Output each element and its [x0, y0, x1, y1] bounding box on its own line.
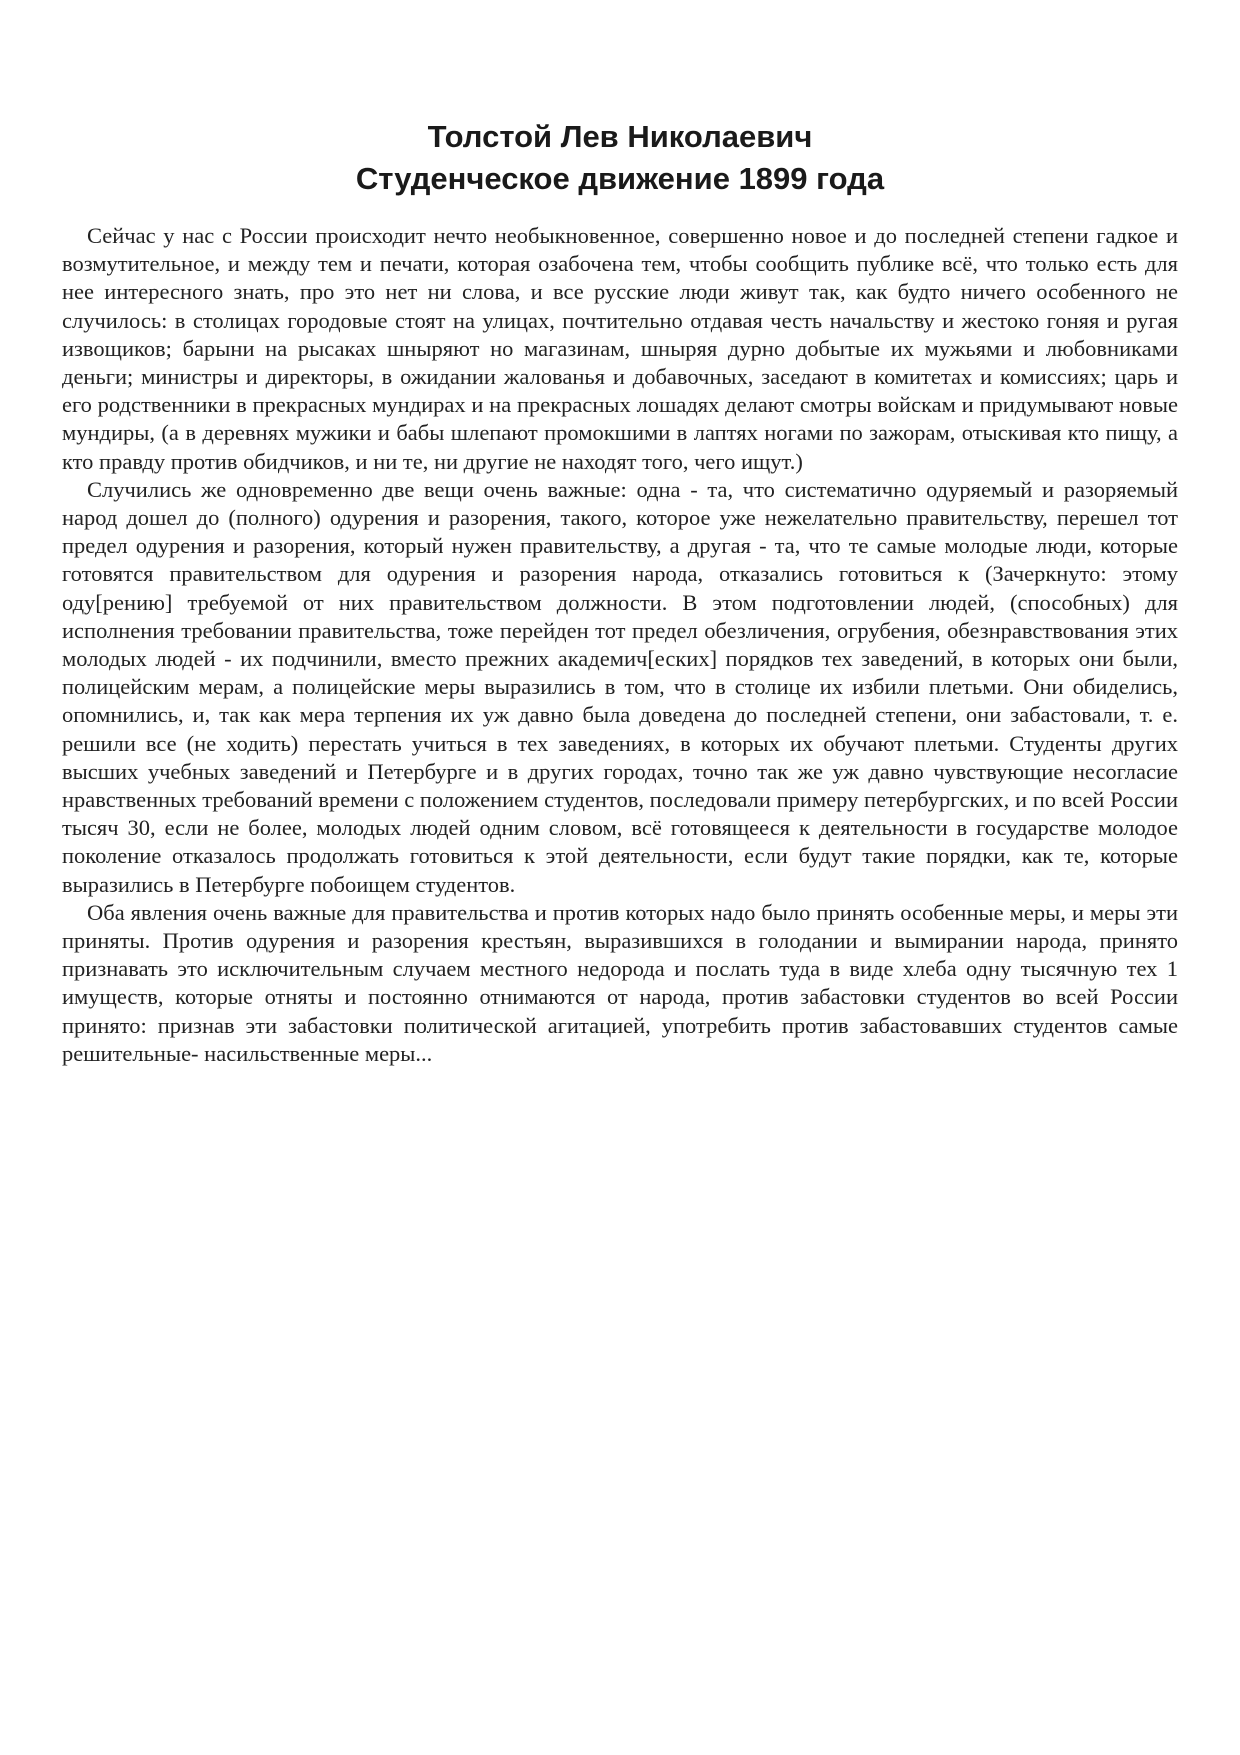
document-body: [62, 222, 1178, 1068]
paragraph-3: Оба явления очень важные для правительства и против которых надо было принять особенные меры, и меры эти приняты. Против одурения и разорения крестьян, выразившихся в голодании и вымирании народа, принято признавать это исключительным случаем местного недорода и послать туда в виде хлеба одну тысячную тех 1 имуществ, которые отняты и постоянно отнимаются от народа, против забастовки студентов во всей России принято: признав эти забастовки политической агитацией, употребить против забастовавших студентов самые решительные- насильственные меры...: [62, 899, 1178, 1066]
document-header: [0, 116, 1240, 200]
author-name: Толстой Лев Николаевич: [427, 119, 813, 154]
paragraph-1: Сейчас у нас с России происходит нечто необыкновенное, совершенно новое и до последней степени гадкое и возмутительное, и между тем и печати, которая озабочена тем, чтобы сообщить публике всё, что только есть для нее интересного знать, про это нет ни слова, и все русские люди живут так, как будто ничего особенного не случилось: в столицах городовые стоят на улицах, почтительно отдавая честь начальству и жестоко гоняя и ругая извощиков; барыни на рысаках шныряют но магазинам, шныряя дурно добытые их мужьями и любовниками деньги; министры и директоры, в ожидании жалованья и добавочных, заседают в комитетах и комиссиях; царь и его родственники в прекрасных мундирах и на прекрасных лошадях делают смотры войскам и придумывают новые мундиры, (а в деревнях мужики и бабы шлепают промокшими в лаптях ногами по зажорам, отыскивая кто пищу, а кто правду против обидчиков, и ни те, ни другие не находят того, чего ищут.): [62, 223, 1178, 474]
paragraph-2: Случились же одновременно две вещи очень важные: одна - та, что систематично одуряемый и разоряемый народ дошел до (полного) одурения и разорения, такого, которое уже нежелательно правительству, перешел тот предел одурения и разорения, который нужен правительству, а другая - та, что те самые молодые люди, которые готовятся правительством для одурения и разорения народа, отказались готовиться к (Зачеркнуто: этому оду[рению] требуемой от них правительством должности. В этом подготовлении людей, (способных) для исполнения требовании правительства, тоже перейден тот предел обезличения, огрубения, обезнравствования этих молодых людей - их подчинили, вместо прежних академич[еских] порядков тех заведений, в которых они были, полицейским мерам, а полицейские меры выразились в том, что в столице их избили плетьми. Они обиделись, опомнились, и, так как мера терпения их уж давно была доведена до последней степени, они забастовали, т. е. решили все (не ходить) перестать учиться в тех заведениях, в которых их обучают плетьми. Студенты других высших учебных заведений и Петербурге и в других городах, точно так же уж давно чувствующие несогласие нравственных требований времени с положением студентов, последовали примеру петербургских, и по всей России тысяч 30, если не более, молодых людей одним словом, всё готовящееся к деятельности в государстве молодое поколение отказалось продолжать готовиться к этой деятельности, если будут такие порядки, как те, которые выразились в Петербурге побоищем студентов.: [62, 476, 1178, 897]
document-title: Студенческое движение 1899 года: [355, 161, 885, 196]
